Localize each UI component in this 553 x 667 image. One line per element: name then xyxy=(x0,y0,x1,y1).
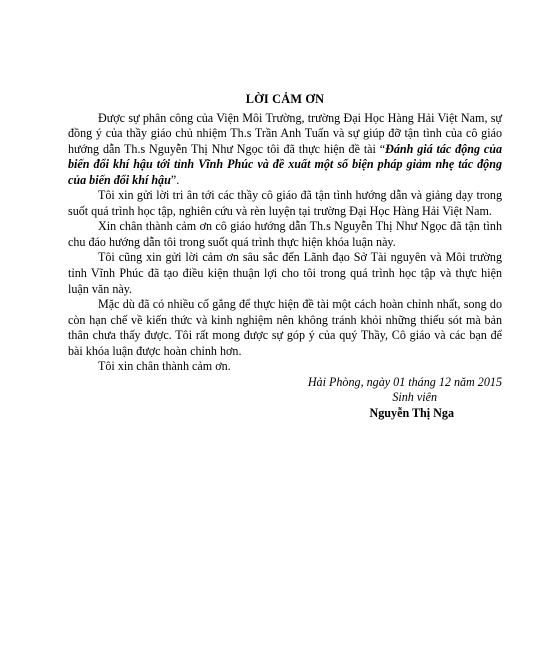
paragraph-thanks-supervisor: Xin chân thành cảm ơn cô giáo hướng dẫn Th.s Nguyễn Thị Như Ngọc đã tận tình chu đáo hướng dẫn tôi trong suốt quá trình thực hiện khóa luận này. xyxy=(68,219,502,249)
document-body xyxy=(68,92,502,421)
paragraph-assignment-end: ”. xyxy=(170,172,180,187)
paragraph-thanks-teachers: Tôi xin gửi lời tri ân tới các thầy cô giáo đã tận tình hướng dẫn và giảng dạy trong suốt quá trình học tập, nghiên cứu và rèn luyện tại trường Đại Học Hàng Hải Việt Nam. xyxy=(68,188,502,218)
paragraph-limitations: Mặc dù đã có nhiều cố gắng để thực hiện đề tài một cách hoàn chỉnh nhất, song do còn hạn chế về kiến thức và kinh nghiệm nên không tránh khỏi những thiếu sót mà bản thân chưa thấy được. Tôi rất mong được sự góp ý của quý Thầy, Cô giáo và các bạn để bài khóa luận được hoàn chỉnh hơn. xyxy=(68,297,502,358)
signature-block xyxy=(68,375,502,422)
signature-name: Nguyễn Thị Nga xyxy=(369,405,454,420)
paragraph-thanks-department: Tôi cũng xin gửi lời cảm ơn sâu sắc đến Lãnh đạo Sở Tài nguyên và Môi trường tỉnh Vĩnh Phúc đã tạo điều kiện thuận lợi cho tôi trong quá trình học tập và thực hiện luận văn này. xyxy=(68,250,502,296)
paragraph-assignment-intro: Được sự phân công của Viện Môi Trường, trường Đại Học Hàng Hải Việt Nam, sự đồng ý của thầy giáo chủ nhiệm Th.s Trần Anh Tuấn và sự giúp đỡ tận tình của cô giáo hướng dẫn Th.s Nguyễn Thị Như Ngọc tôi đã thực hiện đề tài “ xyxy=(68,110,502,156)
paragraph-closing: Tôi xin chân thành cảm ơn. xyxy=(98,359,231,374)
signature-date-place: Hải Phòng, ngày 01 tháng 12 năm 2015 xyxy=(307,374,502,389)
document-title: LỜI CẢM ƠN xyxy=(245,92,325,106)
signature-role: Sinh viên xyxy=(392,390,437,405)
thesis-topic: Đánh giá tác động của biến đổi khí hậu tới tỉnh Vĩnh Phúc và đề xuất một số biện pháp giảm nhẹ tác động của biến đổi khí hậu xyxy=(68,141,503,187)
paragraph-assignment xyxy=(68,111,502,189)
